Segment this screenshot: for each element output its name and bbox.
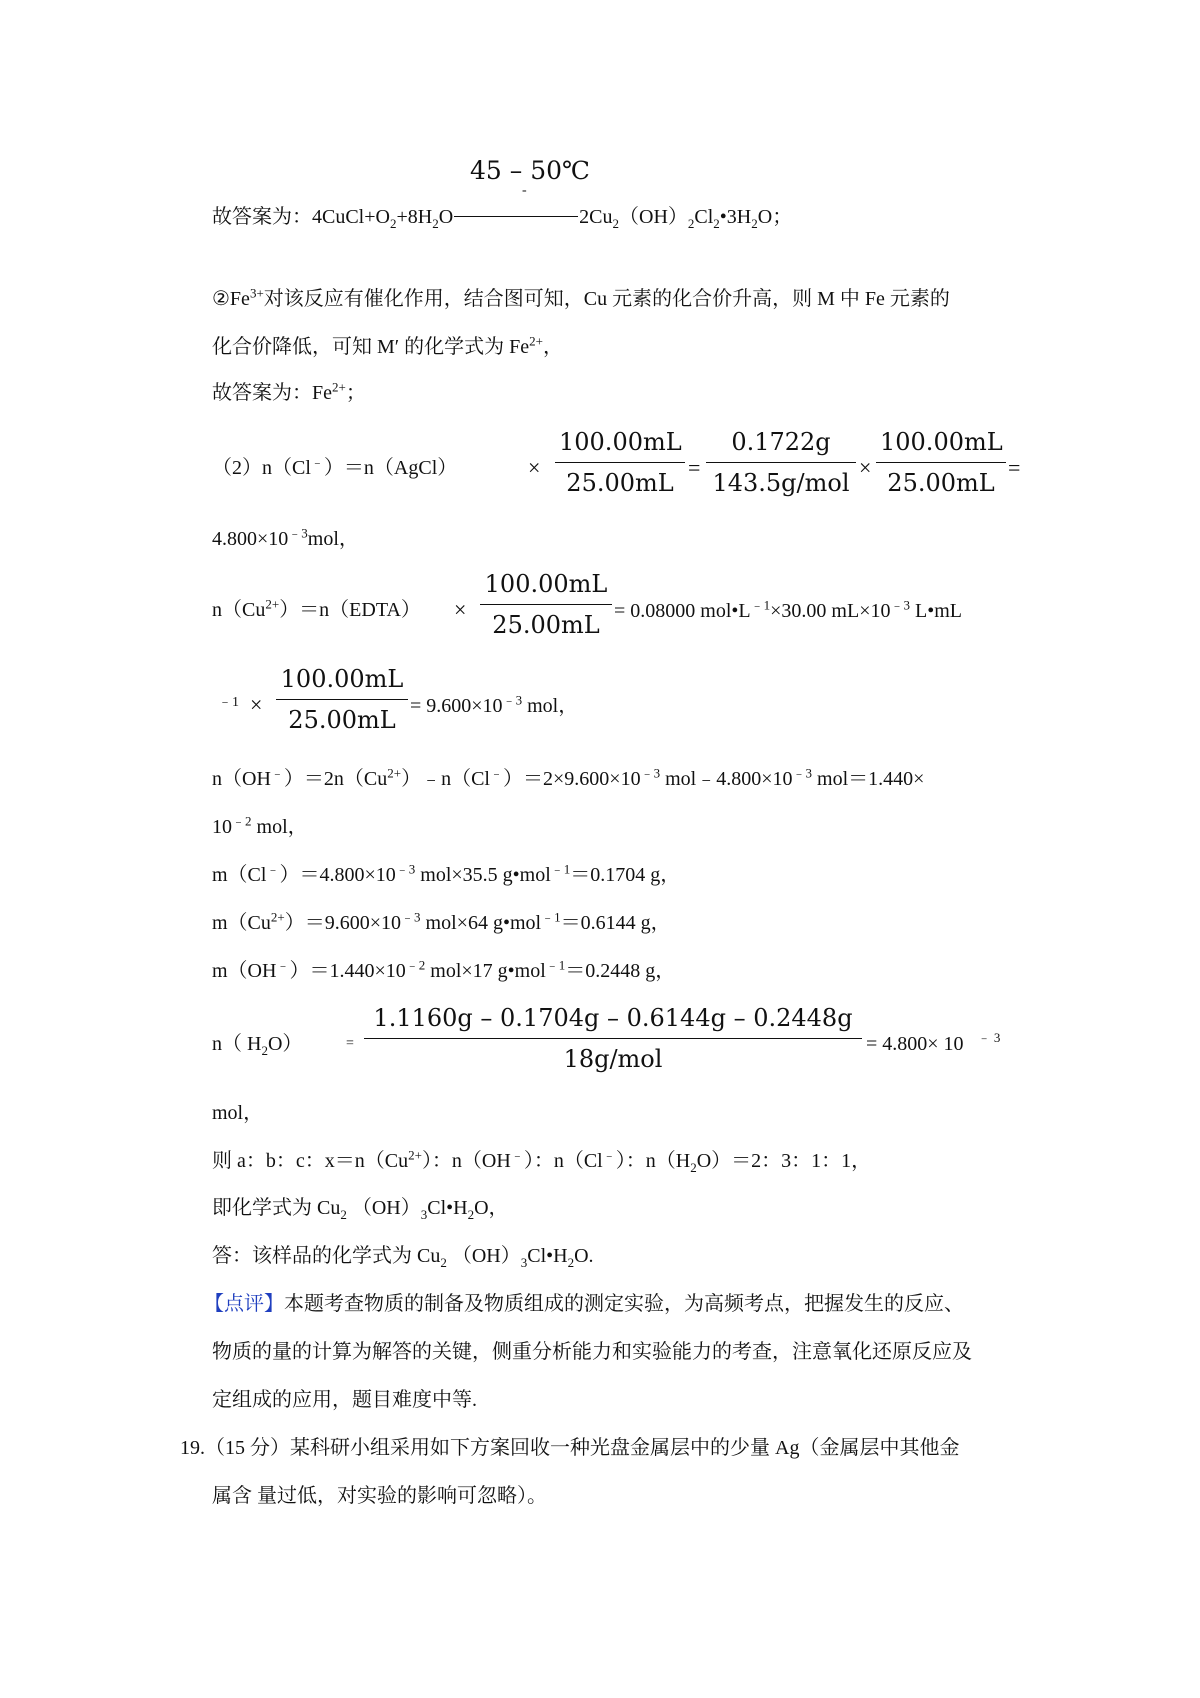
ncu-result: = $9.600\times 10^{﹣3}$ mol，: [410, 692, 579, 717]
commentary-line-3: 定组成的应用，题目难度中等.: [212, 1389, 477, 1411]
times-sign: ×: [454, 597, 467, 622]
question-19-line-2: 属含 量过低，对实验的影响可忽略）。: [212, 1485, 547, 1507]
noh-result: $10^{﹣2}$ mol，: [212, 813, 308, 838]
mass-cu: $m(Cu^{2+})=9.600\times 10^{﹣3}$ mol×64 g•mol$^{﹣1}$＝0.6144 g，: [212, 909, 671, 934]
nh2o-lhs: n（ $H_2O$）: [212, 1033, 303, 1058]
fraction-volume-4: $\frac{100.00mL}{25.00mL}$: [276, 663, 408, 736]
ncu-rhs: = 0.08000 $mol•L^{﹣1}\times 30.00$ $mL\times 10^{﹣3}$ L•mL: [614, 597, 962, 622]
commentary-line-2: 物质的量的计算为解答的关键，侧重分析能力和实验能力的考查，注意氧化还原反应及: [212, 1341, 972, 1363]
reaction-condition: 45 – 50℃: [470, 156, 590, 185]
unit-exponent: ﹣1: [218, 695, 239, 710]
ncl-lhs: （2）n（Cl﹣）＝n（AgCl）: [212, 454, 458, 479]
text-line-valence: 化合价降低，可知 M′ 的化学式为 $Fe^{2+}$，: [212, 333, 564, 358]
commentary-line-1: 【点评】本题考查物质的制备及物质组成的测定实验，为高频考点，把握发生的反应、: [204, 1293, 964, 1315]
question-19-line-1: 19.（15 分）某科研小组采用如下方案回收一种光盘金属层中的少量 Ag（金属层中其他金: [180, 1437, 960, 1459]
noh-line: $n(OH^﹣)=2n(Cu^{2+})﹣n(Cl^﹣)=2\times 9.600\times 10^{﹣3}$ $mol﹣4.800\times 10^{﹣3}$ mol＝1.440×: [212, 765, 925, 790]
equals-sign: =: [1008, 455, 1021, 480]
times-sign: ×: [859, 455, 872, 480]
answer-formula: 答：该样品的化学式为 $Cu_2$ $(OH)_3Cl•H_2O$.: [212, 1245, 594, 1270]
nh2o-unit: mol，: [212, 1102, 264, 1124]
answer-equation-line: 故答案为：$4CuCl+O_2+8H_2O$ $2Cu_2(OH)_2Cl_2•3H_2O$；: [212, 206, 793, 231]
equals-sign: =: [688, 455, 701, 480]
ncl-result: $4.800\times 10^{﹣3}mol$，: [212, 525, 359, 550]
fraction-volume-2: $\frac{100.00mL}{25.00mL}$: [876, 426, 1006, 499]
ncu-lhs: $n(Cu^{2+})=n(EDTA)$: [212, 596, 421, 621]
fraction-mass: 0.1722g 143.5g/mol: [706, 426, 856, 499]
reaction-arrow-line: [454, 216, 578, 217]
ratio-line: 则 a：b：c：$x=n(Cu^{2+})$：n（OH﹣）：n（Cl﹣）：$n(H_2O)=2$：3：1：1，: [212, 1147, 872, 1175]
fraction-water: 1.1160g – 0.1704g – 0.6144g – 0.2448g 18g/mol: [364, 1002, 862, 1075]
formula-line: 即化学式为 $Cu_2$ $(OH)_3Cl•H_2O$，: [212, 1197, 509, 1222]
condition-mark: -: [522, 183, 527, 198]
text-line-fe3: $②Fe^{3+}$对该反应有催化作用，结合图可知，Cu 元素的化合价升高，则 M 中 Fe 元素的: [212, 285, 950, 310]
commentary-tag: 【点评】: [204, 1293, 284, 1315]
times-sign: ×: [528, 455, 541, 480]
times-sign: ×: [250, 692, 263, 717]
nh2o-rhs: = 4.800× 10 $^{﹣ 3}$: [866, 1030, 1001, 1055]
equals-sign: =: [346, 1036, 354, 1051]
fraction-volume-1: $\frac{100.00mL}{25.00mL}$: [555, 426, 685, 499]
mass-cl: $m(Cl^﹣)=4.800\times 10^{﹣3}$ mol×35.5 g•mol$^{﹣1}$＝0.1704 g，: [212, 861, 681, 886]
answer-fe2: 故答案为：$Fe^{2+}$；: [212, 379, 366, 404]
mass-oh: $m(OH^﹣)=1.440\times 10^{﹣2}$ mol×17 g•mol$^{﹣1}$＝0.2448 g，: [212, 957, 676, 982]
fraction-volume-3: $\frac{100.00mL}{25.00mL}$: [480, 568, 612, 641]
